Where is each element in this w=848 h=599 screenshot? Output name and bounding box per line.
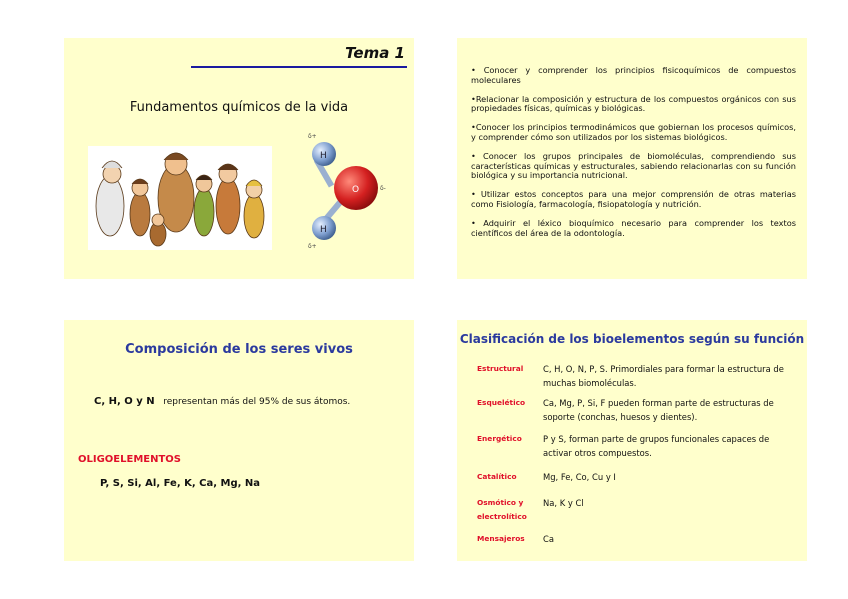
function-label: Estructural xyxy=(477,364,524,373)
slide-objectives xyxy=(457,38,807,279)
tema-label: Tema 1 xyxy=(345,44,405,62)
function-elements: Ca xyxy=(543,534,554,544)
classification-row xyxy=(477,496,797,526)
hydrogen-label-bottom: H xyxy=(320,225,327,235)
slide-composition xyxy=(64,320,414,561)
objective-item: • Adquirir el léxico bioquímico necesario para comprender los textos científicos del área de la odontología. xyxy=(471,218,796,238)
classification-row xyxy=(477,432,797,462)
function-elements: P y S, forman parte de grupos funcionales capaces de activar otros compuestos. xyxy=(543,434,770,458)
function-label: Energético xyxy=(477,434,522,443)
objective-item: • Conocer y comprender los principios fisicoquímicos de compuestos moleculares xyxy=(471,65,796,85)
water-molecule-illustration xyxy=(300,130,392,250)
title-underline xyxy=(191,66,407,68)
oligoelements-list: P, S, Si, Al, Fe, K, Ca, Mg, Na xyxy=(100,478,261,489)
classification-row xyxy=(477,470,797,486)
slide-heading: Composición de los seres vivos xyxy=(125,342,353,357)
function-elements: Ca, Mg, P, Si, F pueden forman parte de estructuras de soporte (conchas, huesos y dientes). xyxy=(543,398,774,422)
delta-plus-top: δ+ xyxy=(308,133,317,140)
function-elements: Na, K y Cl xyxy=(543,498,584,508)
slide-title xyxy=(64,38,414,279)
cavemen-family-illustration xyxy=(88,146,272,250)
function-elements: Mg, Fe, Co, Cu y I xyxy=(543,472,616,482)
delta-plus-bottom: δ+ xyxy=(308,243,317,250)
function-label: Esquelético xyxy=(477,398,526,407)
oligoelements-heading: OLIGOELEMENTOS xyxy=(78,454,182,465)
main-elements-statement xyxy=(94,396,350,407)
function-label: Mensajeros xyxy=(477,534,525,543)
classification-row xyxy=(477,362,797,392)
classification-row xyxy=(477,532,797,548)
slide-heading: Fundamentos químicos de la vida xyxy=(129,100,349,115)
slide-classification xyxy=(457,320,807,561)
objective-item: •Relacionar la composición y estructura de los compuestos orgánicos con sus propiedades físicas, químicas y biológicas. xyxy=(471,93,796,114)
objectives-list xyxy=(471,66,796,248)
objective-item: •Conocer los principios termodinámicos que gobiernan los procesos químicos, y comprender cómo son utilizados por los sistemas biológicos. xyxy=(471,122,796,142)
slide-heading: Clasificación de los bioelementos según su función xyxy=(459,332,805,346)
main-elements-text: representan más del 95% de sus átomos. xyxy=(163,397,351,407)
oxygen-label: O xyxy=(352,185,360,195)
function-label: Catalítico xyxy=(477,472,517,481)
classification-row xyxy=(477,396,797,426)
function-label: Osmótico y electrolítico xyxy=(477,498,527,521)
objective-item: • Conocer los grupos principales de biomoléculas, comprendiendo sus características químicas y estructurales, sabiendo relacionarlas con su función biológica y su importancia nutricional. xyxy=(471,151,796,181)
hydrogen-label-top: H xyxy=(320,151,327,161)
function-elements: C, H, O, N, P, S. Primordiales para formar la estructura de muchas biomoléculas. xyxy=(543,364,784,388)
delta-minus: δ- xyxy=(380,185,386,192)
objective-item: • Utilizar estos conceptos para una mejor comprensión de otras materias como Fisiología, farmacología, fisiopatología y nutrición. xyxy=(471,189,796,209)
main-elements: C, H, O y N xyxy=(94,396,155,407)
